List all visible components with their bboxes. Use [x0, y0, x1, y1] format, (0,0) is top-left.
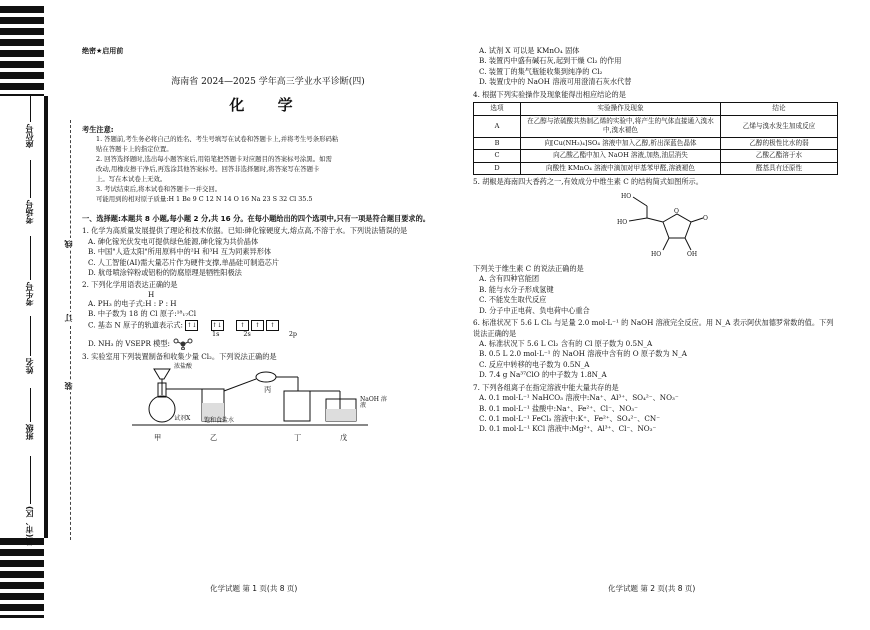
- label-yi: 乙: [210, 432, 218, 442]
- notice-line: 改动,用橡皮擦干净后,再选涂其他答案标号。回答非选择题时,将答案写在答题卡: [96, 165, 320, 174]
- q5-sub-question: 下列关于维生素 C 的说法正确的是: [473, 263, 584, 273]
- q3-option-d: D. 装置戊中的 NaOH 溶液可用澄清石灰水代替: [479, 77, 632, 87]
- table-cell: 乙烯与溴水发生加成反应: [721, 115, 838, 137]
- label-reagent-x: 试剂X: [174, 414, 191, 422]
- q2-option-a: A. PH₃ 的电子式:H : P : H: [88, 298, 177, 308]
- table-cell: A: [474, 115, 521, 137]
- exam-no-line: [30, 236, 31, 280]
- svg-text:HO: HO: [621, 192, 632, 200]
- binding-mark-ding: 订: [64, 314, 73, 322]
- binding-bar: [44, 96, 48, 538]
- room-line: [30, 160, 31, 198]
- orbital-labels: [82, 331, 454, 339]
- table-cell: 乙酸乙酯溶于水: [721, 150, 838, 163]
- question-1-stem: 1. 化学为高质量发展提供了理论和技术依据。已知:砷化镓硬度大,熔点高,不溶于水。下列说法错误的是: [82, 226, 408, 236]
- notice-line: 贴在答题卡上的指定位置。: [96, 145, 173, 154]
- exam-title: 海南省 2024—2025 学年高三学业水平诊断(四): [171, 77, 365, 88]
- question-2-stem: 2. 下列化学用语表达正确的是: [82, 280, 178, 290]
- orbital-label-1s: 1s: [212, 329, 220, 338]
- q6-option-a: A. 标准状况下 5.6 L Cl₂ 含有的 Cl 原子数为 0.5N_A: [479, 338, 653, 348]
- name-line: [30, 316, 31, 356]
- q7-option-a: A. 0.1 mol·L⁻¹ NaHCO₃ 溶液中:Na⁺、Al³⁺、SO₄²⁻、NO₃⁻: [479, 393, 679, 403]
- table-header: 结论: [721, 103, 838, 116]
- notice-heading: 考生注意:: [82, 124, 114, 134]
- q1-option-c: C. 人工智能(AI)需大量芯片作为硬件支撑,单晶硅可制造芯片: [88, 257, 280, 267]
- county-line: [30, 456, 31, 504]
- page-1-column: [82, 46, 454, 445]
- label-bing: 丙: [264, 384, 272, 394]
- q4-table: [473, 102, 838, 175]
- subject-title: 化 学: [229, 96, 307, 115]
- label-funnel: 浓盐酸: [174, 362, 193, 370]
- vitamin-c-structure-drawing: [613, 188, 723, 260]
- q1-option-d: D. 航母喷涂锌粉或铝粉的防腐原理是牺牲阳极法: [88, 268, 242, 278]
- atomic-masses: 可能用到的相对原子质量:H 1 Be 9 C 12 N 14 O 16 Na 23 S 32 Cl 35.5: [96, 194, 313, 203]
- q1-option-a: A. 砷化镓光伏发电可提供绿色能源,砷化镓为共价晶体: [88, 236, 259, 246]
- question-7-stem: 7. 下列各组离子在指定溶液中能大量共存的是: [473, 382, 619, 392]
- orbital-1s: ↑↓: [186, 321, 197, 329]
- table-cell: 醛基具有还原性: [721, 162, 838, 175]
- footer-page-2: 化学试题 第 2 页(共 8 页): [608, 584, 696, 593]
- table-row: [474, 115, 838, 137]
- q5-option-a: A. 含有四种官能团: [479, 274, 540, 284]
- notice-line: 1. 答题前,考生务必将自己的姓名、考生号填写在试卷和答题卡上,并将考生号条形码粘: [96, 135, 339, 144]
- notice-line: 上。写在本试卷上无效。: [96, 175, 167, 184]
- table-cell: D: [474, 162, 521, 175]
- svg-text:O: O: [674, 207, 679, 215]
- q3-option-a: A. 试剂 X 可以是 KMnO₄ 固体: [479, 46, 580, 55]
- orbital-2s: ↑↓: [212, 321, 223, 329]
- table-cell: C: [474, 150, 521, 163]
- label-naoh: NaOH 溶液: [360, 395, 387, 410]
- label-wu: 戊: [340, 432, 348, 442]
- binding-dashed-line: [70, 120, 71, 540]
- table-header: 选项: [474, 103, 521, 116]
- label-ding: 丁: [294, 432, 302, 442]
- q5-option-b: B. 能与水分子形成氢键: [479, 284, 554, 294]
- q7-option-d: D. 0.1 mol·L⁻¹ KCl 溶液中:Mg²⁺、Al³⁺、Cl⁻、NO₃⁻: [479, 424, 657, 434]
- county-label: 县(市、区): [25, 506, 34, 546]
- page-2-column: [473, 46, 838, 435]
- svg-text:HO: HO: [651, 250, 662, 258]
- table-row: [474, 137, 838, 150]
- label-jia: 甲: [154, 432, 162, 442]
- vsepr-model-icon: [172, 338, 194, 350]
- seat-label: 座位号: [25, 124, 34, 148]
- q3-option-b: B. 装置丙中盛有碱石灰,起到干燥 Cl₂ 的作用: [479, 56, 622, 66]
- binding-stripes-top: [0, 6, 44, 96]
- q2-option-c-text: C. 基态 N 原子的轨道表示式:: [88, 320, 183, 330]
- notice-line: 3. 考试结束后,将本试卷和答题卡一并交回。: [96, 184, 222, 193]
- confidential-mark: 绝密★启用前: [82, 47, 124, 55]
- question-3-stem: 3. 实验室用下列装置制备和收集少量 Cl₂。下列说法正确的是: [82, 352, 277, 362]
- binding-mark-zhuang: 装: [64, 382, 73, 390]
- binding-stripes-bottom: [0, 538, 44, 618]
- svg-text:OH: OH: [687, 250, 698, 258]
- question-6-stem: 6. 标准状况下 5.6 L Cl₂ 与足量 2.0 mol·L⁻¹ 的 NaOH 溶液完全反应。用 N_A 表示阿伏加德罗常数的值。下列说法正确的是: [473, 318, 834, 338]
- q1-option-b: B. 中国"人造太阳"所用原料中的²H 和³H 互为同素异形体: [88, 247, 272, 257]
- q3-option-c: C. 装置丁的集气瓶能收集到纯净的 Cl₂: [479, 66, 603, 76]
- q5-option-c: C. 不能发生取代反应: [479, 295, 547, 305]
- orbital-label-2p: 2p: [288, 329, 297, 338]
- table-header-row: [474, 103, 838, 116]
- seat-line: [30, 96, 31, 122]
- table-cell: 向[Cu(NH₃)₄]SO₄ 溶液中加入乙醇,析出深蓝色晶体: [521, 137, 721, 150]
- class-line: [30, 388, 31, 422]
- table-cell: B: [474, 137, 521, 150]
- orbital-2p: ↑ ↑ ↑: [236, 320, 281, 331]
- q7-option-b: B. 0.1 mol·L⁻¹ 盐酸中:Na⁺、Fe²⁺、Cl⁻、NO₃⁻: [479, 403, 638, 413]
- orbital-label-2s: 2s: [243, 329, 251, 338]
- name-label: 姓名: [25, 358, 34, 374]
- table-row: [474, 150, 838, 163]
- vitamin-c-structure: [473, 188, 838, 264]
- q2-option-d: [82, 338, 454, 350]
- q7-option-c: C. 0.1 mol·L⁻¹ FeCl₃ 溶液中:K⁺、Fe²⁺、SO₄²⁻、CN⁻: [479, 414, 660, 424]
- question-4-stem: 4. 根据下列实验操作及现象能得出相应结论的是: [473, 89, 626, 99]
- q5-option-d: D. 分子中正电荷、负电荷中心重合: [479, 305, 590, 315]
- q6-option-c: C. 反应中转移的电子数为 0.5N_A: [479, 359, 590, 369]
- class-label: 班级: [25, 424, 34, 440]
- footer-page-1: 化学试题 第 1 页(共 8 页): [210, 584, 298, 593]
- q6-option-b: B. 0.5 L 2.0 mol·L⁻¹ 的 NaOH 溶液中含有的 O 原子数为 N_A: [479, 349, 687, 359]
- label-sat-nacl: 饱和食盐水: [204, 416, 235, 424]
- exam-no-label: 考生号: [25, 282, 34, 306]
- table-cell: 向酸性 KMnO₄ 溶液中滴加对甲基苯甲醛,溶液褪色: [521, 162, 721, 175]
- question-5-stem: 5. 胡椒是海南四大香药之一,有效成分中维生素 C 的结构简式如图所示。: [473, 177, 703, 187]
- q2-top-h: H: [148, 289, 155, 299]
- table-cell: 在乙醇与浓硫酸共热制乙烯的实验中,将产生的气体直接通入溴水中,溴水褪色: [521, 115, 721, 137]
- svg-text:HO: HO: [617, 218, 628, 226]
- apparatus-diagram: [82, 363, 454, 445]
- notice-line: 2. 回答选择题时,选出每小题答案后,用铅笔把答题卡对应题目的答案标号涂黑。如需: [96, 155, 332, 164]
- q2-option-c: [82, 320, 454, 331]
- table-header: 实验操作及现象: [521, 103, 721, 116]
- q2-option-b: B. 中子数为 18 的 Cl 原子:¹⁸₁₇Cl: [88, 309, 196, 319]
- section-heading: 一、选择题:本题共 8 小题,每小题 2 分,共 16 分。在每小题给出的四个选项中,只有一项是符合题目要求的。: [82, 213, 430, 223]
- table-cell: 乙醇的极性比水的弱: [721, 137, 838, 150]
- room-label: 考场号: [25, 200, 34, 224]
- q2-option-d-text: D. NH₃ 的 VSEPR 模型:: [88, 339, 170, 349]
- binding-mark-xian: 线: [64, 240, 73, 248]
- table-cell: 向乙酸乙酯中加入 NaOH 溶液,加热,油层消失: [521, 150, 721, 163]
- q6-option-d: D. 7.4 g Na³⁷ClO 的中子数为 1.8N_A: [479, 370, 607, 380]
- svg-text:O: O: [703, 214, 708, 222]
- table-row: [474, 162, 838, 175]
